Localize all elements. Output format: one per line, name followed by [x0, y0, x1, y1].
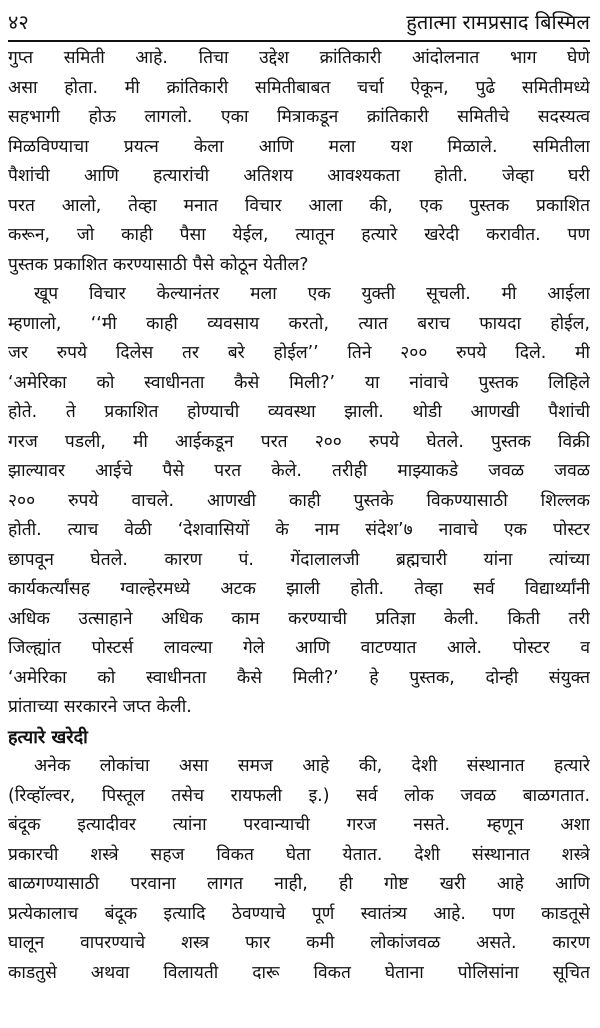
text-line: ‘अमेरिका को स्वाधीनता कैसे मिली?’ या नांवाचे पुस्तक लिहिले	[8, 372, 590, 393]
text-line: जिल्ह्यांत पोस्टर्स लावल्या गेले आणि वाटण्यात आले. पोस्टर व	[8, 638, 590, 658]
text-line: जर रुपये दिलेस तर बरे होईल’’ तिने २०० रुपये दिले. मी	[8, 343, 590, 363]
page-number: ४२	[8, 9, 29, 34]
paragraph-3	[8, 752, 590, 988]
text-line: खूप विचार केल्यानंतर मला एक युक्ती सूचली. मी आईला	[34, 284, 590, 304]
text-line: बाळगण्यासाठी परवाना लागत नाही, ही गोष्ट खरी आहे आणि	[8, 874, 590, 894]
text-line: परत आलो, तेव्हा मनात विचार आला की, एक पुस्तक प्रकाशित	[8, 195, 590, 216]
text-line: ‘अमेरिका को स्वाधीनता कैसे मिली?’ हे पुस्तक, दोन्ही संयुक्त	[8, 667, 590, 688]
text-line: बंदूक इत्यादीवर त्यांना परवान्याची गरज नसते. म्हणून अशा	[8, 815, 590, 835]
text-line: प्रांताच्या सरकारने जप्त केली.	[8, 697, 192, 717]
text-line: झाल्यावर आईचे पैसे परत केले. तरीही माझ्याकडे जवळ जवळ	[8, 461, 590, 481]
section-heading: हत्यारे खरेदी	[8, 726, 88, 748]
text-line: प्रत्येकालाच बंदूक इत्यादि ठेवण्याचे पूर्ण स्वातंत्र्य आहे. पण काडतूसे	[8, 903, 590, 924]
book-title: हुतात्मा रामप्रसाद बिस्मिल	[406, 9, 590, 34]
text-line: प्रकारची शस्त्रे सहज विकत घेता येतात. देशी संस्थानात शस्त्रे	[8, 844, 590, 865]
text-line: सहभागी होऊ लागलो. एका मित्राकडून क्रांतिकारी समितीचे सदस्यत्व	[8, 107, 590, 127]
text-line: होते. ते प्रकाशित होण्याची व्यवस्था झाली. थोडी आणखी पैशांची	[8, 402, 590, 422]
text-line: २०० रुपये वाचले. आणखी काही पुस्तके विकण्यासाठी शिल्लक	[8, 490, 590, 511]
text-line: गरज पडली, मी आईकडून परत २०० रुपये घेतले. पुस्तक विक्री	[8, 431, 590, 452]
text-line: काडतुसे अथवा विलायती दारू विकत घेताना पोलिसांना सूचित	[8, 962, 590, 983]
text-line: असा होता. मी क्रांतिकारी समितीबाबत चर्चा ऐकून, पुढे समितीमध्ये	[8, 77, 590, 98]
header-rule	[8, 40, 590, 42]
text-line: होती. त्याच वेळी ‘देशवासियों के नाम संदेश’७ नावाचे एक पोस्टर	[8, 520, 590, 540]
text-line: (रिव्हॉल्वर, पिस्तूल तसेच रायफली इ.) सर्व लोक जवळ बाळगतात.	[8, 785, 590, 806]
text-line: म्हणालो, ‘‘मी काही व्यवसाय करतो, त्यात बराच फायदा होईल,	[8, 313, 590, 334]
text-line: गुप्त समिती आहे. तिचा उद्देश क्रांतिकारी आंदोलनात भाग घेणे	[8, 48, 590, 68]
paragraph-2	[8, 280, 590, 723]
page-body	[8, 44, 590, 988]
paragraph-1	[8, 44, 590, 280]
text-line: मिळविण्याचा प्रयत्न केला आणि मला यश मिळाले. समितीला	[8, 136, 590, 157]
text-line: कार्यकर्त्यांसह ग्वाल्हेरमध्ये अटक झाली होती. तेव्हा सर्व विद्यार्थ्यांनी	[8, 579, 590, 599]
running-header	[8, 4, 590, 38]
text-line: पैशांची आणि हत्यारांची अतिशय आवश्यकता होती. जेव्हा घरी	[8, 166, 590, 186]
text-line: करून, जो काही पैसा येईल, त्यातून हत्यारे खरेदी करावीत. पण	[8, 225, 590, 245]
text-line: अनेक लोकांचा असा समज आहे की, देशी संस्थानात हत्यारे	[34, 756, 590, 776]
text-line: पुस्तक प्रकाशित करण्यासाठी पैसे कोठून येतील?	[8, 254, 309, 275]
text-line: घालून वापरण्याचे शस्त्र फार कमी लोकांजवळ असते. कारण	[8, 933, 590, 953]
text-line: अधिक उत्साहाने अधिक काम करण्याची प्रतिज्ञा केली. किती तरी	[8, 608, 590, 629]
text-line: छापवून घेतले. कारण पं. गेंदालालजी ब्रह्मचारी यांना त्यांच्या	[8, 549, 590, 570]
